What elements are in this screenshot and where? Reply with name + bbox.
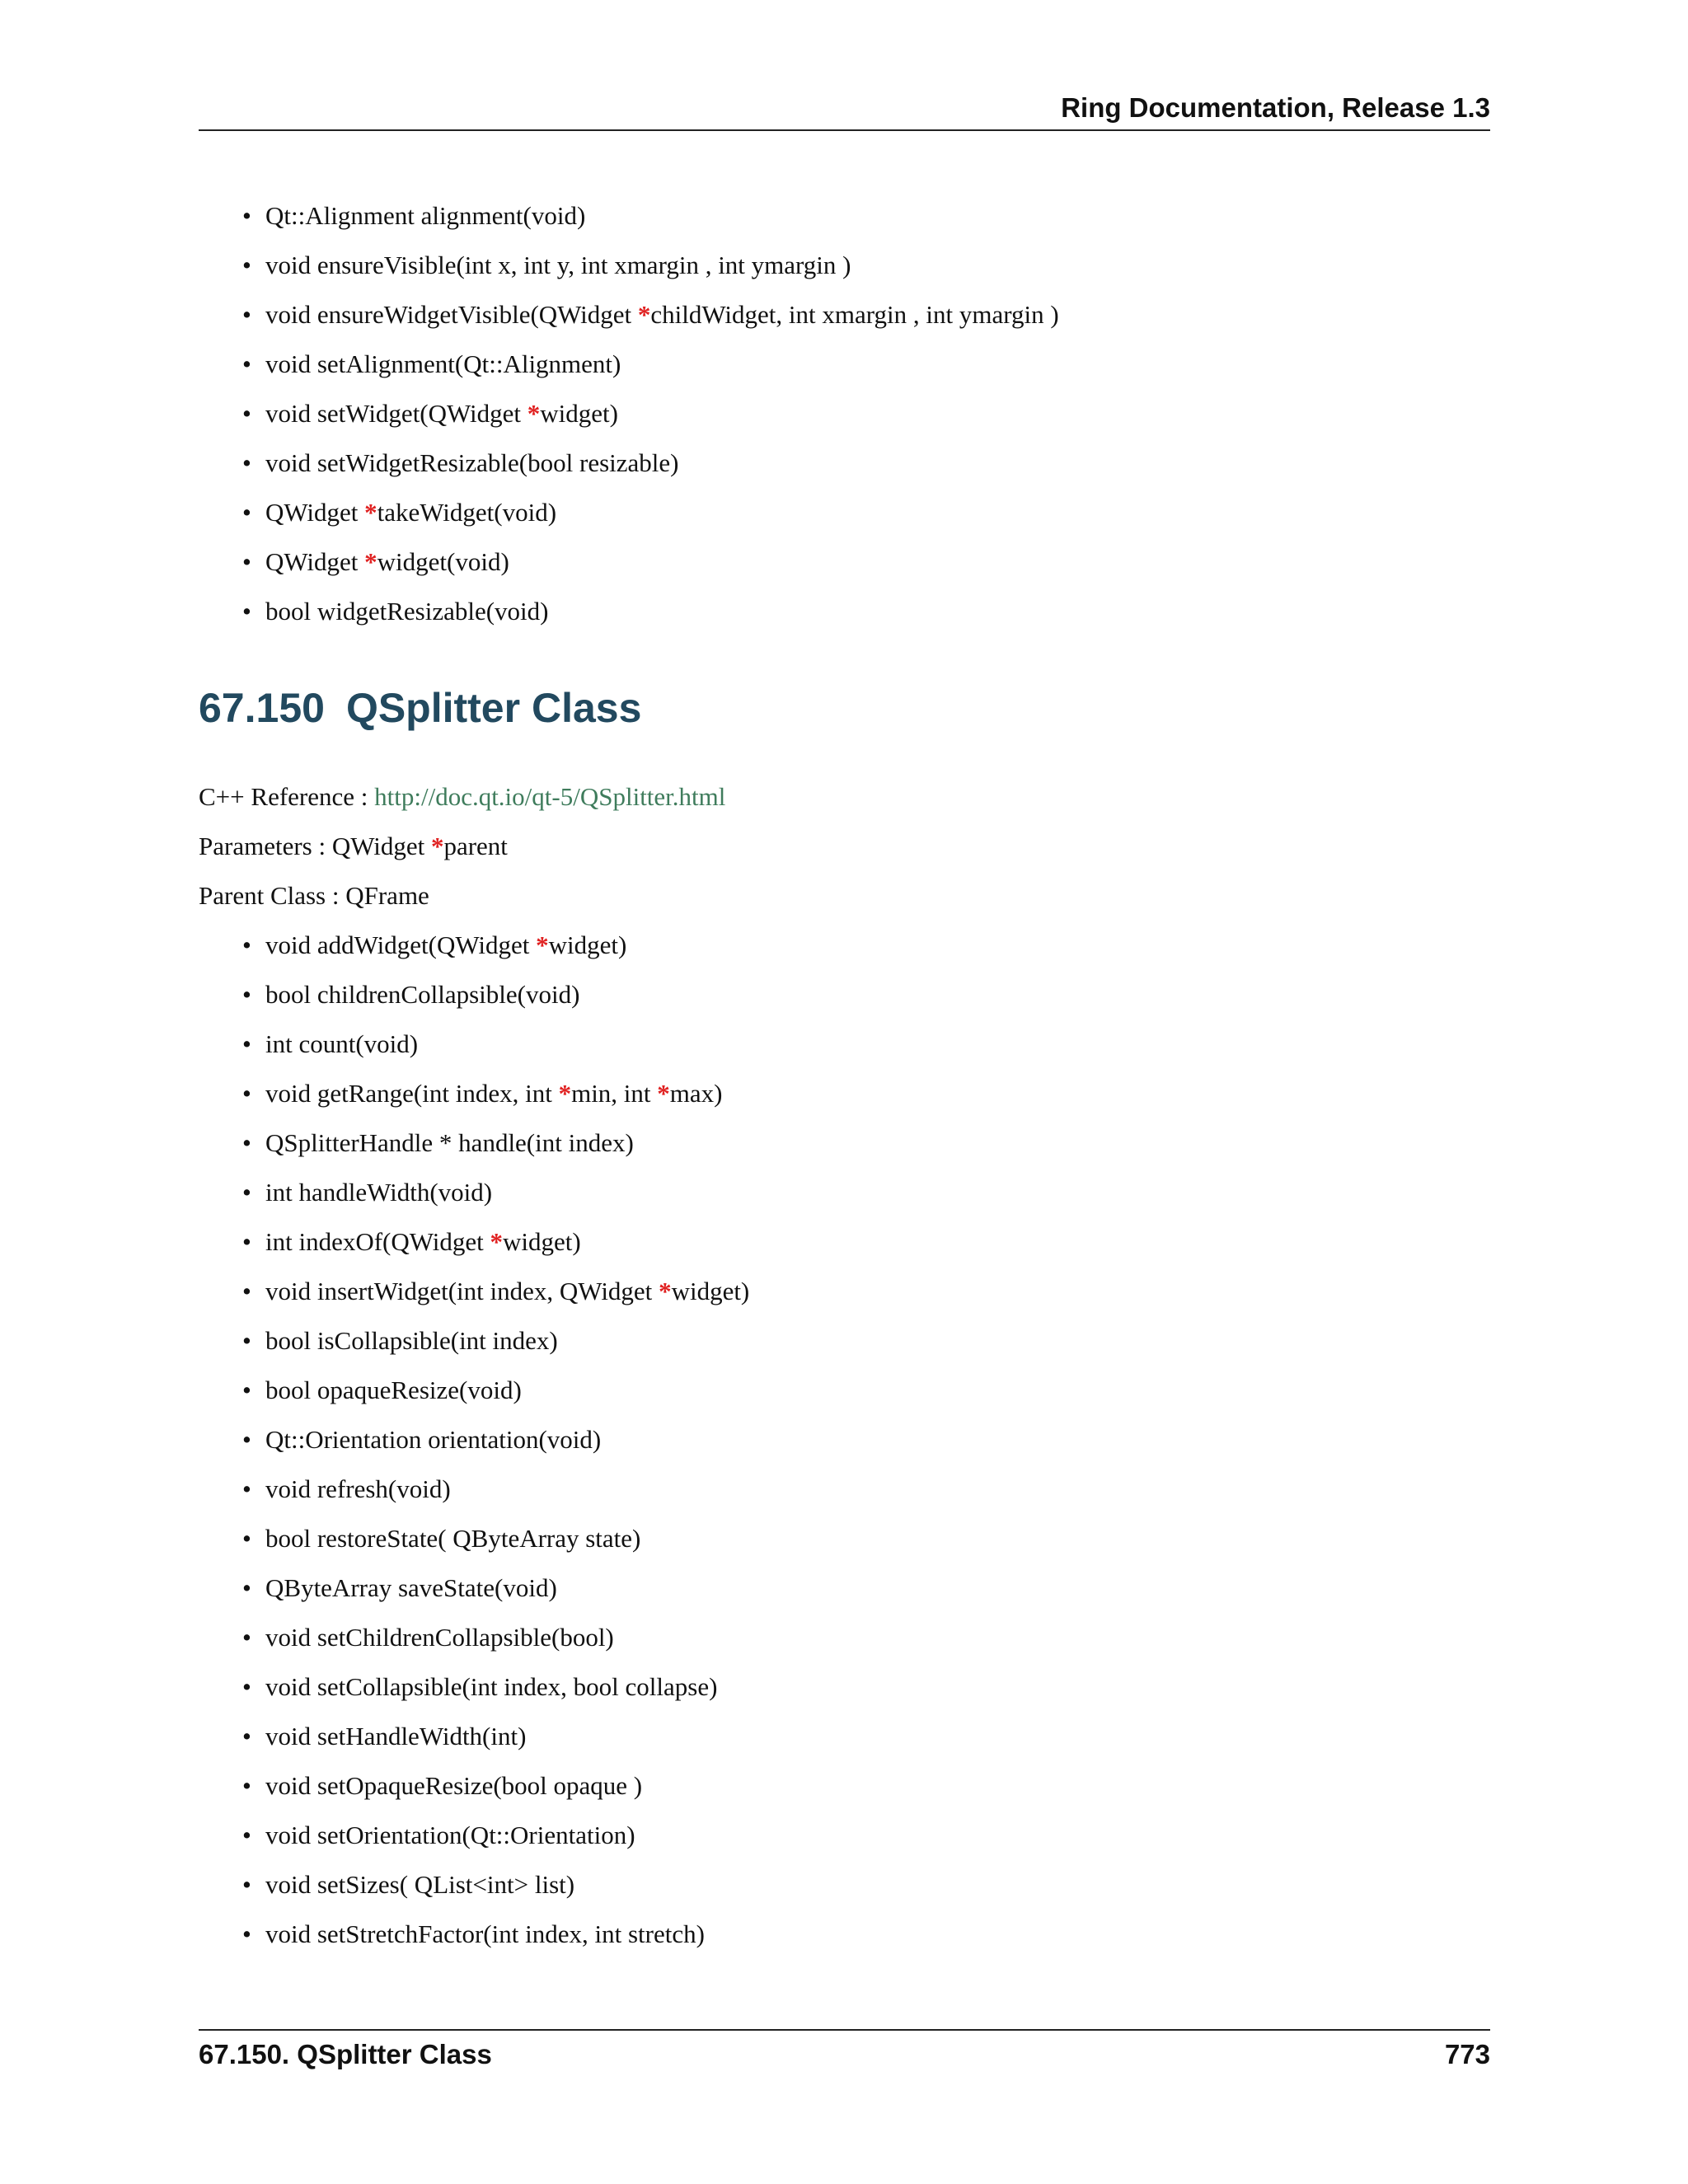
method-item xyxy=(265,1563,749,1613)
method-item xyxy=(265,290,1059,340)
parent-class-line: Parent Class : QFrame xyxy=(199,881,429,910)
method-text: takeWidget(void) xyxy=(377,498,557,527)
method-item xyxy=(265,1316,749,1366)
method-item xyxy=(265,1761,749,1811)
method-item xyxy=(265,389,1059,438)
pointer-star: * xyxy=(637,300,651,329)
method-text: int indexOf(QWidget xyxy=(265,1227,490,1256)
pointer-star: * xyxy=(490,1227,504,1256)
method-item xyxy=(265,1019,749,1069)
pointer-star: * xyxy=(657,1079,670,1108)
method-text: QWidget xyxy=(265,498,365,527)
method-text: int count(void) xyxy=(265,1029,419,1058)
method-text: max) xyxy=(669,1079,723,1108)
method-text: Qt::Orientation orientation(void) xyxy=(265,1425,602,1454)
footer-section-title: 67.150. QSplitter Class xyxy=(199,2039,492,2069)
method-text: void addWidget(QWidget xyxy=(265,930,537,959)
method-item xyxy=(265,1415,749,1465)
cpp-reference-label: C++ Reference : xyxy=(199,782,375,811)
method-item xyxy=(265,537,1059,587)
method-item xyxy=(265,1366,749,1415)
method-text: widget) xyxy=(503,1227,581,1256)
method-item xyxy=(265,1465,749,1514)
method-text: bool restoreState( QByteArray state) xyxy=(265,1524,641,1553)
method-text: void ensureVisible(int x, int y, int xmargin , int ymargin ) xyxy=(265,251,851,279)
method-item xyxy=(265,241,1059,290)
method-item xyxy=(265,1168,749,1217)
pointer-star: * xyxy=(364,547,377,576)
method-text: QByteArray saveState(void) xyxy=(265,1573,557,1602)
page-number: 773 xyxy=(1444,2039,1490,2069)
method-text: widget(void) xyxy=(377,547,509,576)
pointer-star: * xyxy=(364,498,377,527)
method-item xyxy=(265,1267,749,1316)
method-item xyxy=(265,340,1059,389)
method-text: bool childrenCollapsible(void) xyxy=(265,980,580,1009)
method-text: bool isCollapsible(int index) xyxy=(265,1326,558,1355)
method-item xyxy=(265,488,1059,537)
method-text: void ensureWidgetVisible(QWidget xyxy=(265,300,638,329)
method-text: void setWidgetResizable(bool resizable) xyxy=(265,448,679,477)
method-text: widget) xyxy=(548,930,627,959)
method-item xyxy=(265,1613,749,1662)
method-item xyxy=(265,1118,749,1168)
parameters-name: parent xyxy=(443,832,508,860)
method-item xyxy=(265,191,1059,241)
method-text: void setSizes( QList<int> list) xyxy=(265,1870,575,1899)
method-text: void setChildrenCollapsible(bool) xyxy=(265,1623,614,1652)
method-text: widget) xyxy=(671,1277,750,1305)
method-item xyxy=(265,1910,749,1959)
method-text: void setOrientation(Qt::Orientation) xyxy=(265,1821,635,1849)
method-text: childWidget, int xmargin , int ymargin ) xyxy=(650,300,1059,329)
pointer-star: * xyxy=(558,1079,572,1108)
section-title-text: QSplitter Class xyxy=(345,685,642,731)
method-text: int handleWidth(void) xyxy=(265,1178,493,1207)
method-text: min, int xyxy=(571,1079,658,1108)
method-item xyxy=(265,1662,749,1712)
pointer-star: * xyxy=(659,1277,672,1305)
method-text: QSplitterHandle * handle(int index) xyxy=(265,1128,634,1157)
method-item xyxy=(265,438,1059,488)
method-item xyxy=(265,1217,749,1267)
method-item xyxy=(265,921,749,970)
method-item xyxy=(265,1069,749,1118)
section-number: 67.150 xyxy=(199,685,325,731)
method-text: Qt::Alignment alignment(void) xyxy=(265,201,586,230)
method-item xyxy=(265,970,749,1019)
method-item xyxy=(265,1860,749,1910)
pointer-star: * xyxy=(430,832,444,860)
method-item xyxy=(265,587,1059,636)
parameters-label: Parameters : QWidget xyxy=(199,832,431,860)
cpp-reference-line xyxy=(199,780,725,813)
parameters-line xyxy=(199,830,508,863)
section-heading xyxy=(199,684,641,732)
method-item xyxy=(265,1514,749,1563)
pointer-star: * xyxy=(527,399,541,428)
method-text: widget) xyxy=(540,399,618,428)
method-text: bool widgetResizable(void) xyxy=(265,597,549,626)
method-item xyxy=(265,1811,749,1860)
running-header: Ring Documentation, Release 1.3 xyxy=(1061,92,1490,123)
qscrollarea-methods-list xyxy=(265,191,1059,636)
method-item xyxy=(265,1712,749,1761)
method-text: void refresh(void) xyxy=(265,1474,451,1503)
method-text: void setOpaqueResize(bool opaque ) xyxy=(265,1771,643,1800)
qsplitter-methods-list xyxy=(265,921,749,1959)
pointer-star: * xyxy=(536,930,549,959)
method-text: void setHandleWidth(int) xyxy=(265,1722,527,1750)
method-text: void setWidget(QWidget xyxy=(265,399,528,428)
cpp-reference-link[interactable]: http://doc.qt.io/qt-5/QSplitter.html xyxy=(374,782,726,811)
method-text: QWidget xyxy=(265,547,365,576)
method-text: void setAlignment(Qt::Alignment) xyxy=(265,349,621,378)
method-text: void setCollapsible(int index, bool collapse) xyxy=(265,1672,718,1701)
header-rule xyxy=(199,129,1490,131)
method-text: bool opaqueResize(void) xyxy=(265,1376,522,1404)
method-text: void insertWidget(int index, QWidget xyxy=(265,1277,659,1305)
footer-rule xyxy=(199,2029,1490,2031)
method-text: void getRange(int index, int xyxy=(265,1079,559,1108)
method-text: void setStretchFactor(int index, int stretch) xyxy=(265,1919,705,1948)
